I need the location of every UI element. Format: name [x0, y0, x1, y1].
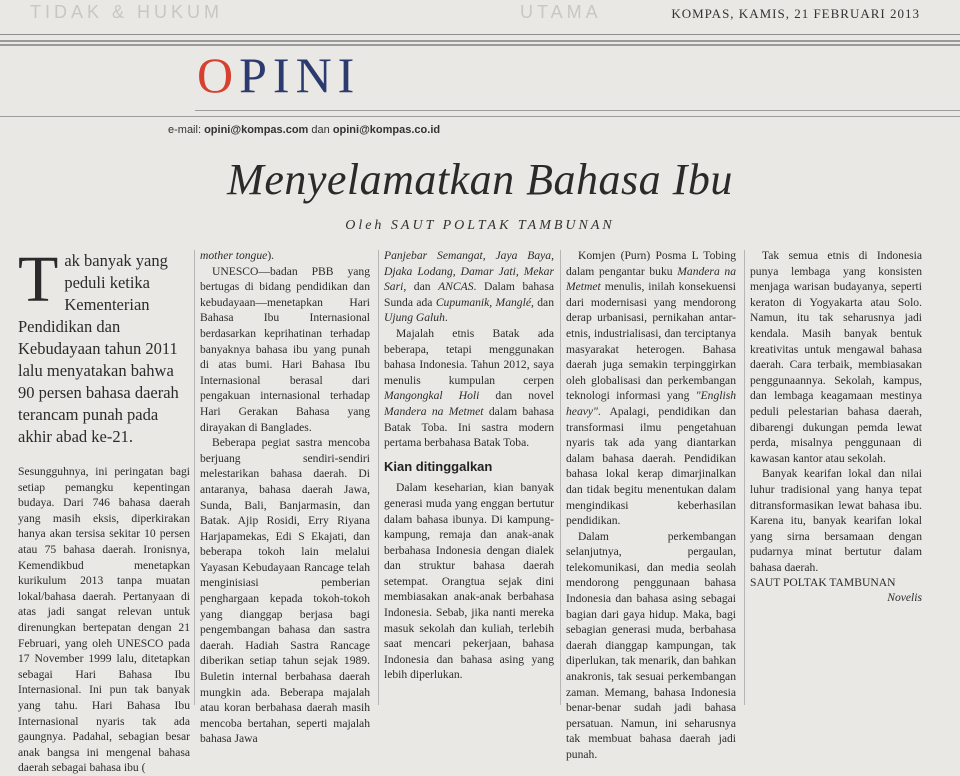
dateline: KOMPAS, KAMIS, 21 FEBRUARI 2013 [671, 6, 920, 21]
bleed-through-text: UTAMA [520, 2, 602, 22]
body-paragraph: Sesungguhnya, ini peringatan bagi setiap pemangku kepentingan budaya. Dari 746 bahasa daerah yang masih eksis, diperkirakan hanya akan tersisa sekitar 10 persen atau 75 bahasa daerah. Ironisnya, Kemendikbud menetapkan kurikulum 2013 tanpa muatan lokal/bahasa daerah. Pertanyaan di atas jadi sangat relevan untuk direnungkan bertepatan dengan 21 Februari, yang oleh UNESCO pada 17 November 1999 lalu, ditetapkan sebagai Hari Bahasa Ibu Internasional. Ini pun tak banyak yang tahu. Hari Bahasa Ibu Internasional nyaris tak ada gaungnya. Padahal, sebagian besar anak bangsa ini mengenal bahasa daerah sebagai bahasa ibu ( [18, 465, 190, 775]
body-paragraph: Beberapa pegiat sastra mencoba berjuang sendiri-sendiri melestarikan bahasa daerah. Di antaranya, bahasa daerah Jawa, Sunda, Bali, Banjarmasin, dan Batak. Ajip Rosidi, Erry Riyana Harjapamekas, Edi S Ekajati, dan beberapa tokoh lain melalui Yayasan Kebudayaan Rancage telah menginisiasi pemberian penghargaan kepada tokoh-tokoh yang dianggap berjasa bagi pengembangan bahasa dan sastra daerah. Hadiah Sastra Rancage diberikan setiap tahun sejak 1989. Buletin internal berbahasa daerah mungkin ada. Beberapa majalah atau koran berbahasa daerah masih mencoba bertahan, seperti majalah bahasa Jawa [200, 436, 370, 746]
body-paragraph [566, 248, 736, 529]
body-paragraph [200, 248, 370, 264]
divider [0, 44, 960, 46]
body-paragraph: Dalam keseharian, kian banyak generasi muda yang enggan bertutur dalam bahasa ibunya. Di kampung-kampung, remaja dan anak-anak berbahasa Indonesia dengan dialek dan struktur bahasa daerah setempat. Orangtua sejak dini membiasakan anak-anak berbahasa Indonesia. Sebab, jika nanti mereka masuk sekolah dan kuliah, terlebih saat mencari pekerjaan, bahasa Indonesia dan bahasa asing yang lebih diperlukan. [384, 481, 554, 682]
section-title [197, 47, 361, 103]
email-link-primary[interactable]: opini@kompas.com [204, 124, 309, 136]
article-column-5 [750, 248, 922, 708]
article-column-4 [566, 248, 736, 761]
article-column-2 [200, 248, 370, 746]
text-run: . Dalam bahasa Sunda ada [384, 280, 554, 309]
email-line [168, 124, 440, 136]
text-run: dan novel [479, 389, 554, 403]
lead-text: ak banyak yang peduli ketika Kementerian Pendidikan dan Kebudayaan tahun 2011 lalu menyatakan bahwa 90 persen bahasa daerah terancam punah pada akhir abad ke-21. [18, 251, 179, 446]
drop-cap: T [18, 243, 59, 316]
email-join: dan [311, 124, 330, 136]
section-title-rest: PINI [239, 47, 361, 103]
text-run: Komjen (Purn) Posma L Tobing dalam pengantar buku [566, 249, 736, 278]
text-run: menulis, inilah konsekuensi dari modernisasi yang mendorong derap urbanisasi, pernikahan antar-etnis, industrialisasi, dan terciptanya masyarakat heterogen. Bahasa daerah juga semakin terpinggirkan oleh globalisasi dan perkembangan teknologi informasi yang [566, 280, 736, 403]
section-title-initial: O [197, 47, 240, 103]
article-headline: Menyelamatkan Bahasa Ibu [227, 155, 733, 204]
magazine-title: ANCAS [438, 280, 474, 294]
author-signature [750, 575, 922, 605]
quoted-term: "English heavy" [566, 389, 736, 418]
magazine-titles: Cupumanik, Manglé, [435, 295, 534, 309]
body-paragraph: Dalam perkembangan selanjutnya, pergaulan, telekomunikasi, dan media seolah mendorong penggunaan bahasa Indonesia dan bahasa asing sebagai bagian dari gaya hidup. Maka, bagi sebagian generasi muda, berbahasa daerah dianggap kampungan, tak diperlukan, tak menarik, dan bahkan anakronis, tak sesuai perkembangan zaman. Memang, bahasa Indonesia benar-benar sudah jadi bahasa persatuan. Namun, ini seharusnya tak membuat bahasa daerah jadi punah. [566, 529, 736, 761]
article-column-3 [384, 248, 554, 708]
text-run: Majalah etnis Batak ada beberapa, tetapi menggunakan bahasa Indonesia. Tahun 2012, saya menulis kumpulan cerpen [384, 326, 554, 387]
book-title: Mangongkal Holi [384, 389, 480, 403]
section-subhead: Kian ditinggalkan [384, 458, 493, 474]
column-divider [560, 250, 561, 705]
italic-term: mother tongue [200, 249, 268, 262]
text-run: dan [533, 295, 554, 309]
divider [195, 110, 960, 111]
text-run: . [444, 311, 448, 325]
book-title: Mandera na Metmet [384, 404, 484, 418]
email-label: e-mail: [168, 124, 202, 136]
body-paragraph [384, 248, 554, 326]
divider [0, 116, 960, 117]
author-name: SAUT POLTAK TAMBUNAN [750, 576, 896, 590]
lead-paragraph [18, 243, 190, 448]
author-role: Novelis [887, 591, 922, 605]
article-column-1 [18, 243, 190, 775]
bleed-through-text: TIDAK & HUKUM [30, 2, 224, 22]
column-divider [744, 250, 745, 705]
magazine-titles: Panjebar Semangat, Jaya Baya, Djaka Lodang, Damar Jati, Mekar Sari, [384, 249, 554, 294]
text-run: dalam bahasa Batak Toba. Ini sastra modern pertama berbahasa Batak Toba. [384, 404, 554, 450]
body-paragraph: Tak semua etnis di Indonesia punya lembaga yang konsisten menjaga warisan budayanya, seperti keraton di Yogyakarta atau Solo. Namun, itu tak seharusnya jadi kendala. Masih banyak bentuk kreativitas untuk mengawal bahasa daerah. Cara terbaik, membiasakan penggunaannya. Sekolah, kampus, dan lembaga keagamaan mestinya peduli pelestarian bahasa daerah, dibarengi dukungan pemda lewat perda, misalnya penggunaan di kawasan kantor atau sekolah. [750, 249, 922, 465]
divider [0, 40, 960, 42]
text-run: dan [406, 280, 439, 294]
body-paragraph: UNESCO—badan PBB yang bertugas di bidang pendidikan dan kebudayaan—menetapkan Hari Bahasa Ibu Internasional berdasarkan keprihatinan terhadap banyaknya bahasa ibu yang punah di atas bumi. Hari Bahasa Ibu Internasional berasal dari pengakuan internasional terhadap Hari Gerakan Bahasa yang dirayakan di Banglades. [200, 264, 370, 434]
text-run: ). [267, 249, 275, 262]
body-paragraph [384, 326, 554, 451]
masthead-bar [0, 0, 960, 35]
article-byline: Oleh SAUT POLTAK TAMBUNAN [345, 218, 615, 233]
email-link-secondary[interactable]: opini@kompas.co.id [332, 124, 441, 136]
book-title: Mandera na Metmet [566, 264, 736, 294]
magazine-title: Ujung Galuh [384, 311, 445, 325]
column-divider [378, 250, 379, 705]
body-paragraph: Banyak kearifan lokal dan nilai luhur tradisional yang hanya tepat ditransformasikan lewat bahasa ibu. Karena itu, banyak kearifan lokal yang sirna bersamaan dengan pudarnya minat bertutur dalam bahasa daerah. [750, 467, 922, 574]
text-run: . Apalagi, pendidikan dan transformasi ilmu pengetahuan nyaris tak ada yang diantarkan dalam bahasa daerah. Pendidikan bahasa lokal kerap dimarjinalkan dan tidak begitu menentukan dalam mengindikasi keberhasilan pendidikan. [566, 404, 736, 528]
column-divider [194, 250, 195, 705]
